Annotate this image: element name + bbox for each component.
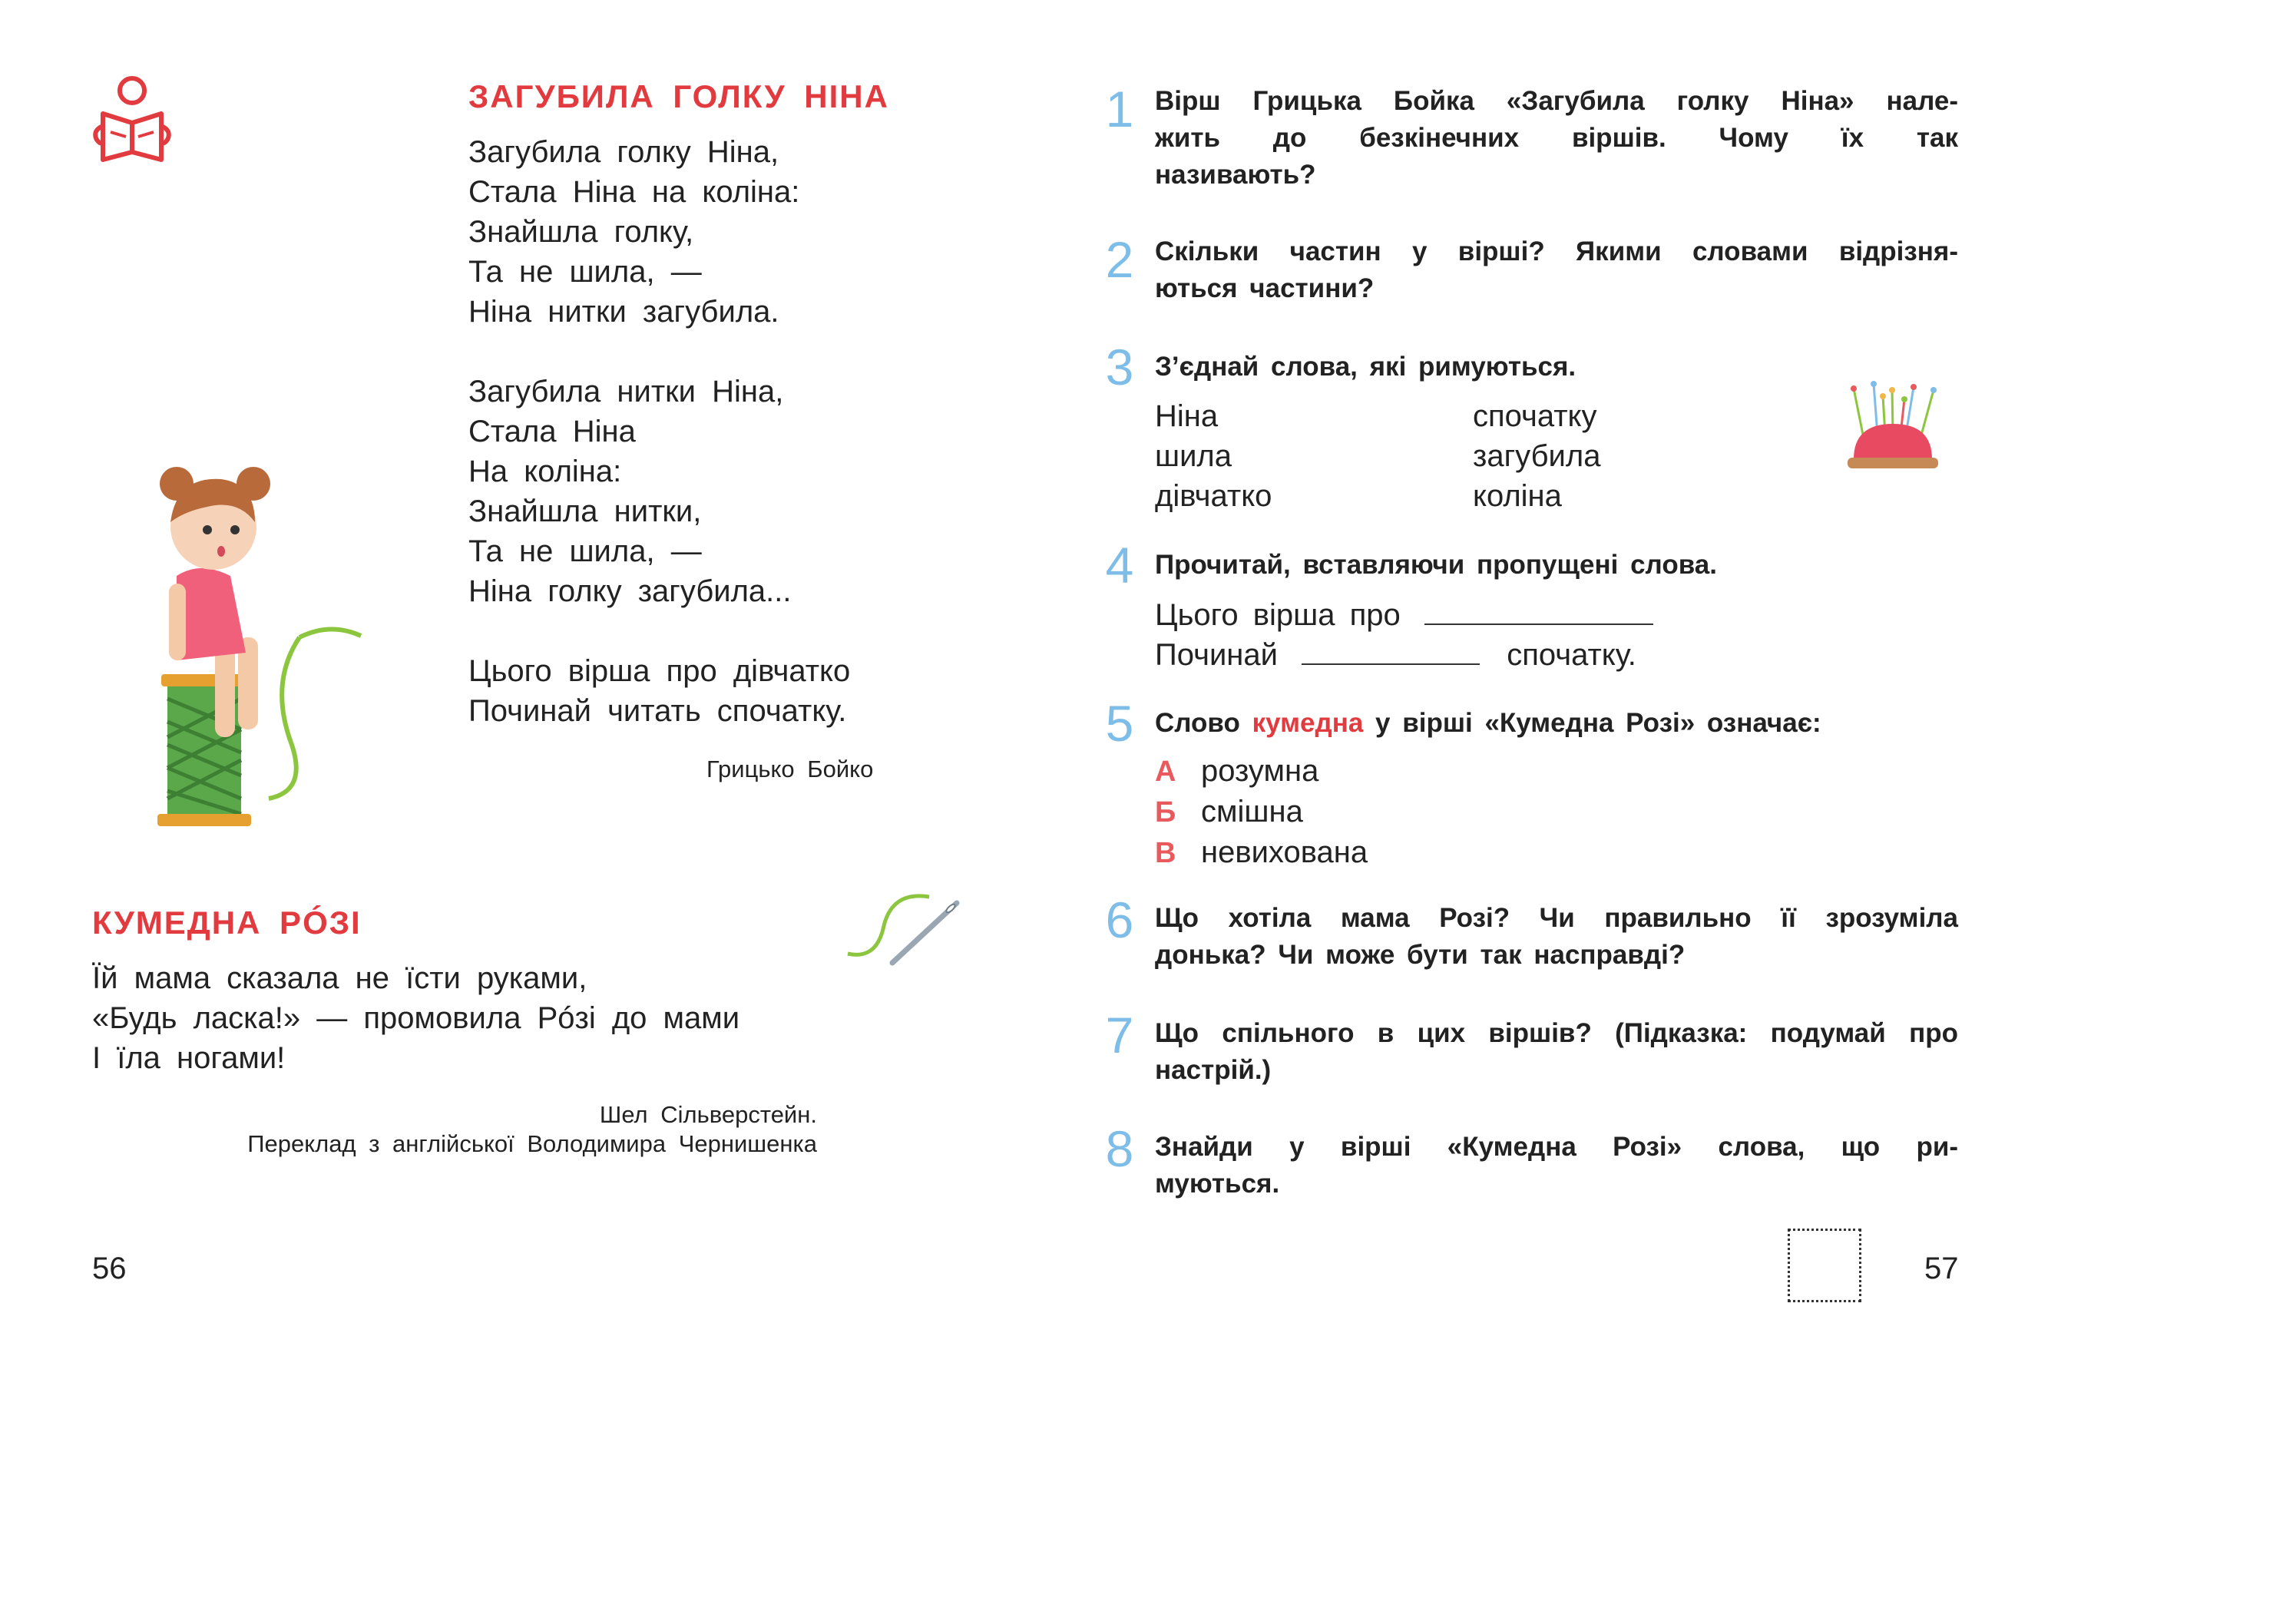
option-c[interactable] bbox=[1155, 832, 1368, 873]
match-word: шила bbox=[1155, 439, 1232, 473]
question-line: жить до безкінечних віршів. Чому їх так bbox=[1155, 123, 1958, 153]
page-number-left: 56 bbox=[92, 1252, 127, 1285]
option-text: невихована bbox=[1201, 835, 1368, 869]
dotted-box-icon bbox=[1788, 1229, 1861, 1302]
needle-thread-icon bbox=[845, 883, 960, 967]
option-letter: В bbox=[1155, 837, 1176, 869]
question-7-text bbox=[1155, 1015, 1958, 1089]
option-letter: Б bbox=[1155, 796, 1176, 829]
question-1-text bbox=[1155, 83, 1958, 193]
match-word: Ніна bbox=[1155, 399, 1219, 433]
answer-options bbox=[1155, 751, 1368, 873]
poem-line: Ніна голку загубила... bbox=[468, 574, 792, 608]
poem-line: Знайшла голку, bbox=[468, 215, 694, 249]
question-number: 4 bbox=[1105, 537, 1134, 594]
question-2-text bbox=[1155, 233, 1958, 307]
blank-input[interactable] bbox=[1302, 634, 1480, 665]
poem-line: Та не шила, — bbox=[468, 255, 702, 289]
match-left-column bbox=[1155, 396, 1272, 516]
question-number: 8 bbox=[1105, 1120, 1134, 1177]
poem2-title: КУМЕДНА РÓЗІ bbox=[92, 905, 362, 941]
option-a[interactable] bbox=[1155, 751, 1368, 792]
question-6-text bbox=[1155, 900, 1958, 974]
fill-text: Починай bbox=[1155, 638, 1278, 672]
question-line: ються частини? bbox=[1155, 273, 1375, 303]
poem-line: Цього вірша про дівчатко bbox=[468, 654, 851, 688]
poem-line: Стала Ніна bbox=[468, 415, 636, 448]
poem1-title: ЗАГУБИЛА ГОЛКУ НІНА bbox=[468, 78, 889, 114]
match-word: загубила bbox=[1473, 439, 1601, 473]
question-line: Вірш Грицька Бойка «Загубила голку Ніна» нале- bbox=[1155, 86, 1958, 116]
poem-line: Та не шила, — bbox=[468, 534, 702, 568]
page-number-right: 57 bbox=[1924, 1252, 1959, 1285]
option-letter: А bbox=[1155, 756, 1176, 788]
question-number: 1 bbox=[1105, 81, 1134, 137]
poem-line: Їй мама сказала не їсти руками, bbox=[92, 961, 587, 995]
question-number: 3 bbox=[1105, 339, 1134, 395]
poem1-stanza3 bbox=[468, 651, 850, 731]
poem1-stanza1 bbox=[468, 132, 799, 332]
match-word: дівчатко bbox=[1155, 479, 1272, 513]
match-word: коліна bbox=[1473, 479, 1562, 513]
poem-line: Стала Ніна на коліна: bbox=[468, 175, 800, 209]
question-number: 7 bbox=[1105, 1007, 1134, 1063]
question-4-text: Прочитай, вставляючи пропущені слова. bbox=[1155, 550, 1717, 580]
question-5-text bbox=[1155, 705, 1821, 742]
question-8-text bbox=[1155, 1129, 1958, 1202]
question-line: Що спільного в цих віршів? (Підказка: подумай про bbox=[1155, 1018, 1958, 1048]
fill-blank-line-2 bbox=[1155, 634, 1636, 675]
poem1-stanza2 bbox=[468, 372, 792, 611]
match-word: спочатку bbox=[1473, 399, 1597, 433]
poem2-translation: Переклад з англійської Володимира Чернишенка bbox=[247, 1130, 817, 1157]
fill-text: Цього вірша про bbox=[1155, 598, 1401, 632]
poem-line: Знайшла нитки, bbox=[468, 494, 702, 528]
question-number: 6 bbox=[1105, 891, 1134, 948]
option-text: розумна bbox=[1201, 754, 1319, 788]
question-prefix: Слово bbox=[1155, 708, 1252, 738]
question-line: Що хотіла мама Розі? Чи правильно її зрозуміла bbox=[1155, 903, 1958, 933]
poem2-lines bbox=[92, 958, 739, 1078]
reading-book-icon bbox=[86, 75, 178, 167]
question-number: 2 bbox=[1105, 231, 1134, 288]
question-3-text: З’єднай слова, які римуються. bbox=[1155, 352, 1576, 382]
question-number: 5 bbox=[1105, 695, 1134, 752]
poem-line: Ніна нитки загубила. bbox=[468, 295, 779, 329]
match-right-column bbox=[1473, 396, 1600, 516]
pincushion-icon bbox=[1843, 373, 1943, 473]
poem1-author: Грицько Бойко bbox=[706, 756, 874, 782]
poem-line: «Будь ласка!» — промовила Рóзі до мами bbox=[92, 1001, 740, 1035]
question-line: донька? Чи може бути так насправді? bbox=[1155, 940, 1686, 970]
question-line: муються. bbox=[1155, 1169, 1280, 1199]
poem-line: І їла ногами! bbox=[92, 1041, 286, 1075]
poem-line: Починай читать спочатку. bbox=[468, 694, 847, 728]
question-line: називають? bbox=[1155, 160, 1316, 190]
option-b[interactable] bbox=[1155, 792, 1368, 832]
question-line: настрій.) bbox=[1155, 1055, 1272, 1085]
blank-input[interactable] bbox=[1424, 594, 1653, 625]
girl-on-spool-illustration bbox=[123, 453, 376, 837]
poem-line: На коліна: bbox=[468, 455, 622, 488]
option-text: смішна bbox=[1201, 795, 1303, 829]
poem2-author: Шел Сільверстейн. bbox=[599, 1101, 817, 1128]
question-suffix: у вірші «Кумедна Розі» означає: bbox=[1363, 708, 1821, 738]
highlighted-word: кумедна bbox=[1252, 708, 1364, 738]
fill-text: спочатку. bbox=[1507, 638, 1636, 672]
poem-line: Загубила нитки Ніна, bbox=[468, 375, 784, 408]
question-line: Знайди у вірші «Кумедна Розі» слова, що ри- bbox=[1155, 1132, 1958, 1162]
fill-blank-line-1 bbox=[1155, 594, 1653, 635]
question-line: Скільки частин у вірші? Якими словами відрізня- bbox=[1155, 236, 1958, 266]
poem-line: Загубила голку Ніна, bbox=[468, 135, 779, 169]
